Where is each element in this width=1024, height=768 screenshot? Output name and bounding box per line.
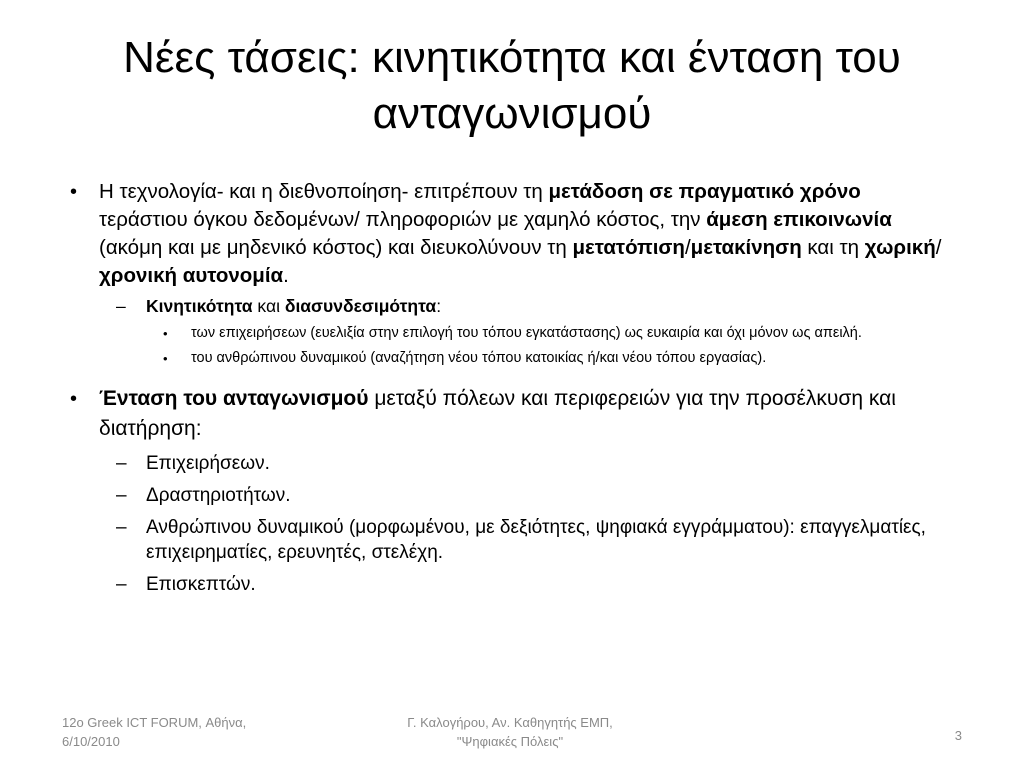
subbullet-human-capital [116,515,950,565]
bold-segment: χρονική αυτονομία [99,264,284,287]
subbullet-businesses [116,451,950,476]
dash-marker: – [116,296,126,316]
bullet-marker: • [163,351,168,366]
text-segment: : [436,296,442,316]
bold-segment: άμεση επικοινωνία [706,208,892,231]
text-segment: και [252,296,285,316]
bullet-text [99,180,941,287]
subbullet-text: Δραστηριοτήτων. [146,485,291,506]
bullet-technology [70,178,950,290]
subsubbullet-text: των επιχειρήσεων (ευελιξία στην επιλογή του τόπου εγκατάστασης) ως ευκαιρία και όχι μόνον ως απειλή. [191,325,862,341]
text-segment: . [283,264,289,287]
dash-marker: – [116,517,127,538]
bold-segment: Κινητικότητα [146,296,253,316]
footer-event [62,713,302,751]
subbullet-visitors [116,572,950,597]
text-segment: / [684,236,691,259]
footer-author-line: Γ. Καλογήρου, Αν. Καθηγητής ΕΜΠ, [407,715,613,730]
page-number: 3 [954,728,962,743]
footer-author [360,713,660,751]
bullet-marker: • [70,388,78,410]
text-segment: μεταξύ πόλεων και περιφερειών για την προσέλκυση και διατήρηση: [99,387,896,440]
text-segment: Η τεχνολογία- και η διεθνοποίηση- επιτρέπουν τη [99,180,549,203]
footer-talk-title: "Ψηφιακές Πόλεις" [456,734,564,749]
subbullet-mobility [116,294,950,318]
subbullet-text: Επιχειρήσεων. [146,453,270,474]
bullet-competition [70,384,950,444]
bold-segment: χωρική [864,236,936,259]
bold-segment: διασυνδεσιμότητα [284,296,437,316]
slide-title: Νέες τάσεις: κινητικότητα και ένταση του ανταγωνισμού [123,33,901,138]
slide-content [70,178,950,597]
footer-event-date: 6/10/2010 [62,734,120,749]
subbullet-activities [116,483,950,508]
bold-segment: Ένταση του ανταγωνισμού [99,387,369,410]
dash-marker: – [116,485,127,506]
subbullet-text: Επισκεπτών. [146,574,256,595]
text-segment: και τη [801,236,865,259]
subsubbullet-text: του ανθρώπινου δυναμικού (αναζήτηση νέου τόπου κατοικίας ή/και νέου τόπου εργασίας). [191,350,767,366]
bullet-marker: • [70,181,78,203]
footer-event-line: 12o Greek ICT FORUM, Αθήνα, [62,715,247,730]
subbullet-text [146,296,441,316]
subsubbullet-businesses [163,324,951,343]
subsubbullet-human-resources [163,349,951,368]
text-segment: τεράστιου όγκου δεδομένων/ πληροφοριών με χαμηλό κόστος, την [99,208,707,231]
bold-segment: μετατόπιση [572,236,685,259]
text-segment: (ακόμη και με μηδενικό κόστος) και διευκολύνουν τη [99,236,573,259]
bold-segment: μετακίνηση [690,236,802,259]
subbullet-text: Ανθρώπινου δυναμικού (μορφωμένου, με δεξιότητες, ψηφιακά εγγράμματου): επαγγελματίες, επιχειρηματίες, ερευνητές, στελέχη. [146,517,926,563]
dash-marker: – [116,574,127,595]
bold-segment: μετάδοση σε πραγματικό χρόνο [548,180,861,203]
dash-marker: – [116,453,127,474]
text-segment: / [935,236,942,259]
bullet-marker: • [163,326,168,341]
bullet-text [99,387,896,440]
